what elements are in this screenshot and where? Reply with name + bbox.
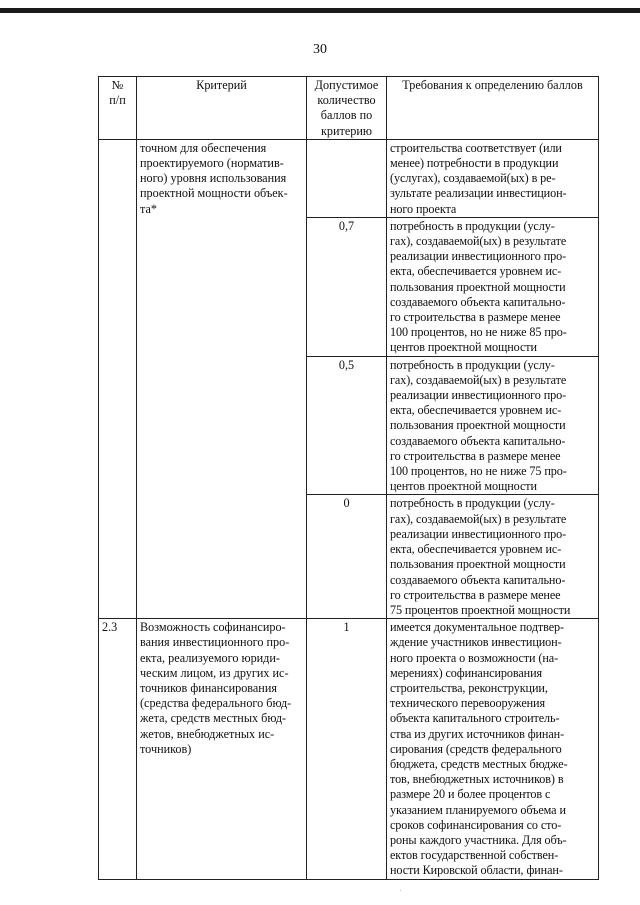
- header-cell-criterion: [137, 77, 307, 140]
- requirements-cell: имеется документальное подтвер- ждение участников инвестицион- ного проекта о возможности (на- мерениях) софинансирования строительства, реконструкции, технического перевооружения объекта капитального строитель- ства из других источников финан- сирования (средств федерального бюджета, средств местных бюдже- тов, внебюджетных источников) в размере 20 и более процентов с указанием планируемого объема и сроков софинансирования со сто- роны каждого участника. Для объ- ектов государственной собствен- ности Кировской области, финан-: [387, 619, 599, 879]
- criteria-table: [98, 76, 599, 880]
- header-num-label: № п/п: [109, 78, 126, 108]
- points-cell: 0,5: [307, 356, 387, 495]
- points-cell: [307, 139, 387, 217]
- table-row: [99, 619, 599, 879]
- scan-speck: [400, 890, 401, 891]
- points-cell: 1: [307, 619, 387, 879]
- requirements-cell: потребность в продукции (услу- гах), создаваемой(ых) в результате реализации инвестиционного про- екта, обеспечивается уровнем ис- пользования проектной мощности создаваемого объекта капитально- го строительства в размере менее 75 процентов проектной мощности: [387, 495, 599, 619]
- criterion-cell: Возможность софинансиро- вания инвестиционного про- екта, реализуемого юриди- ческим лицом, из других ис- точников финансирования (средства федерального бюд- жета, средств местных бюд- жетов, внебюджетных ис- точников): [137, 619, 307, 879]
- page-number: 30: [313, 42, 327, 57]
- points-cell: 0: [307, 495, 387, 619]
- table-row: [99, 139, 599, 217]
- top-border-rule: [0, 8, 640, 13]
- header-cell-points: [307, 77, 387, 140]
- criterion-cell: точном для обеспечения проектируемого (норматив- ного) уровня использования проектной мощности объек- та*: [137, 139, 307, 618]
- requirements-cell: потребность в продукции (услу- гах), создаваемой(ых) в результате реализации инвестиционного про- екта, обеспечивается уровнем ис- пользования проектной мощности создаваемого объекта капитально- го строительства в размере менее 100 процентов, но не ниже 85 про- центов проектной мощности: [387, 217, 599, 356]
- row-num-cell: 2.3: [99, 619, 137, 879]
- header-cell-requirements: [387, 77, 599, 140]
- points-cell: 0,7: [307, 217, 387, 356]
- header-requirements-label: Требования к определению баллов: [402, 78, 583, 92]
- row-num-cell: [99, 139, 137, 618]
- requirements-cell: строительства соответствует (или менее) потребности в продукции (услугах), создаваемой(ых) в ре- зультате реализации инвестицион- ного проекта: [387, 139, 599, 217]
- header-cell-num: [99, 77, 137, 140]
- table-header-row: [99, 77, 599, 140]
- header-criterion-label: Критерий: [196, 78, 247, 92]
- header-points-label: Допустимое количество баллов по критерию: [314, 78, 379, 138]
- requirements-cell: потребность в продукции (услу- гах), создаваемой(ых) в результате реализации инвестиционного про- екта, обеспечивается уровнем ис- пользования проектной мощности создаваемого объекта капитально- го строительства в размере менее 100 процентов, но не ниже 75 про- центов проектной мощности: [387, 356, 599, 495]
